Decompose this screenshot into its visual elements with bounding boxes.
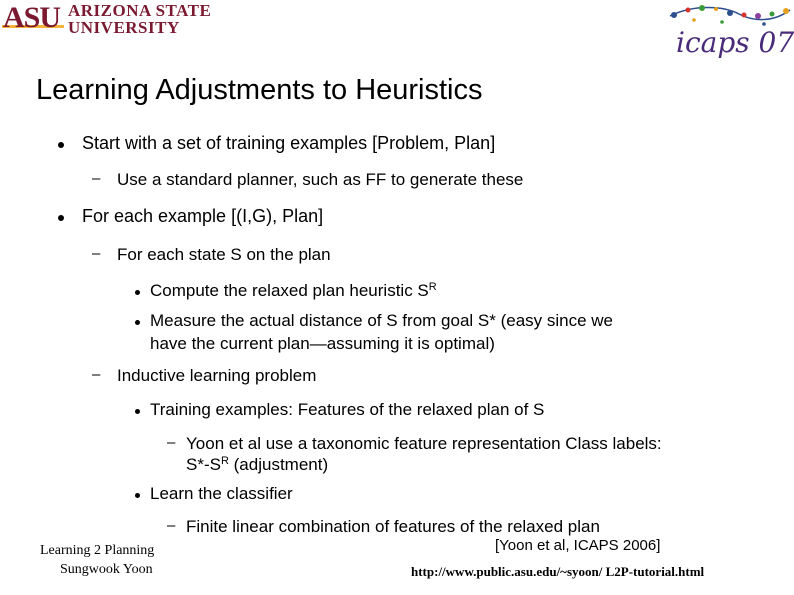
superscript-r: R — [428, 281, 437, 293]
dash-marker: – — [167, 517, 176, 534]
university-name-line2: UNIVERSITY — [68, 18, 180, 37]
label-pre: S*-S — [186, 455, 221, 474]
label-post: (adjustment) — [228, 455, 329, 474]
footer-course: Learning 2 Planning — [40, 543, 155, 558]
dash-marker: – — [92, 245, 101, 262]
bullet-2-sub-2: Inductive learning problem — [117, 366, 317, 385]
slide-title: Learning Adjustments to Heuristics — [36, 74, 483, 106]
bullet-2-sub-1-a — [150, 281, 437, 301]
relaxed-plan-text: Compute the relaxed plan heuristic S — [150, 281, 429, 300]
bullet-2-sub-1-b-line1: Measure the actual distance of S from goal S* (easy since we — [150, 311, 614, 330]
dash-marker: – — [167, 434, 176, 451]
bullet-2-sub-2-b-sub: Finite linear combination of features of the relaxed plan — [186, 517, 600, 536]
bullet-dot — [58, 215, 64, 221]
university-name-line1: ARIZONA STATE — [68, 1, 212, 20]
asu-logo-mark-icon — [2, 3, 64, 33]
footer-author: Sungwook Yoon — [60, 562, 153, 577]
university-name — [68, 2, 211, 36]
bullet-2-sub-1-b-line2: have the current plan—assuming it is optimal) — [150, 334, 495, 353]
bullet-2-sub-1: For each state S on the plan — [117, 245, 331, 264]
bullet-2-sub-2-b: Learn the classifier — [150, 484, 293, 503]
bullet-2-sub-2-a: Training examples: Features of the relaxed plan of S — [150, 400, 545, 419]
footer-url[interactable]: http://www.public.asu.edu/~syoon/ L2P-tutorial.html — [411, 564, 705, 579]
bullet-1: Start with a set of training examples [Problem, Plan] — [82, 133, 496, 153]
superscript-r: R — [220, 455, 229, 467]
footer-citation: [Yoon et al, ICAPS 2006] — [495, 537, 661, 554]
bullet-dot — [58, 142, 64, 148]
bullet-2-sub-2-a-sub-line2 — [186, 455, 328, 475]
svg-text:icaps 07: icaps 07 — [676, 26, 794, 59]
bullet-1-sub: Use a standard planner, such as FF to generate these — [117, 170, 524, 189]
bullet-dot — [135, 320, 140, 325]
bullet-2: For each example [(I,G), Plan] — [82, 206, 324, 226]
bullet-2-sub-2-a-sub-line1: Yoon et al use a taxonomic feature representation Class labels: — [186, 434, 662, 453]
bullet-dot — [135, 409, 140, 414]
dash-marker: – — [92, 170, 101, 187]
bullet-dot — [135, 290, 140, 295]
dash-marker: – — [92, 366, 101, 383]
icaps-logo-icon — [664, 2, 794, 60]
bullet-dot — [135, 493, 140, 498]
svg-text:ASU: ASU — [3, 3, 61, 33]
